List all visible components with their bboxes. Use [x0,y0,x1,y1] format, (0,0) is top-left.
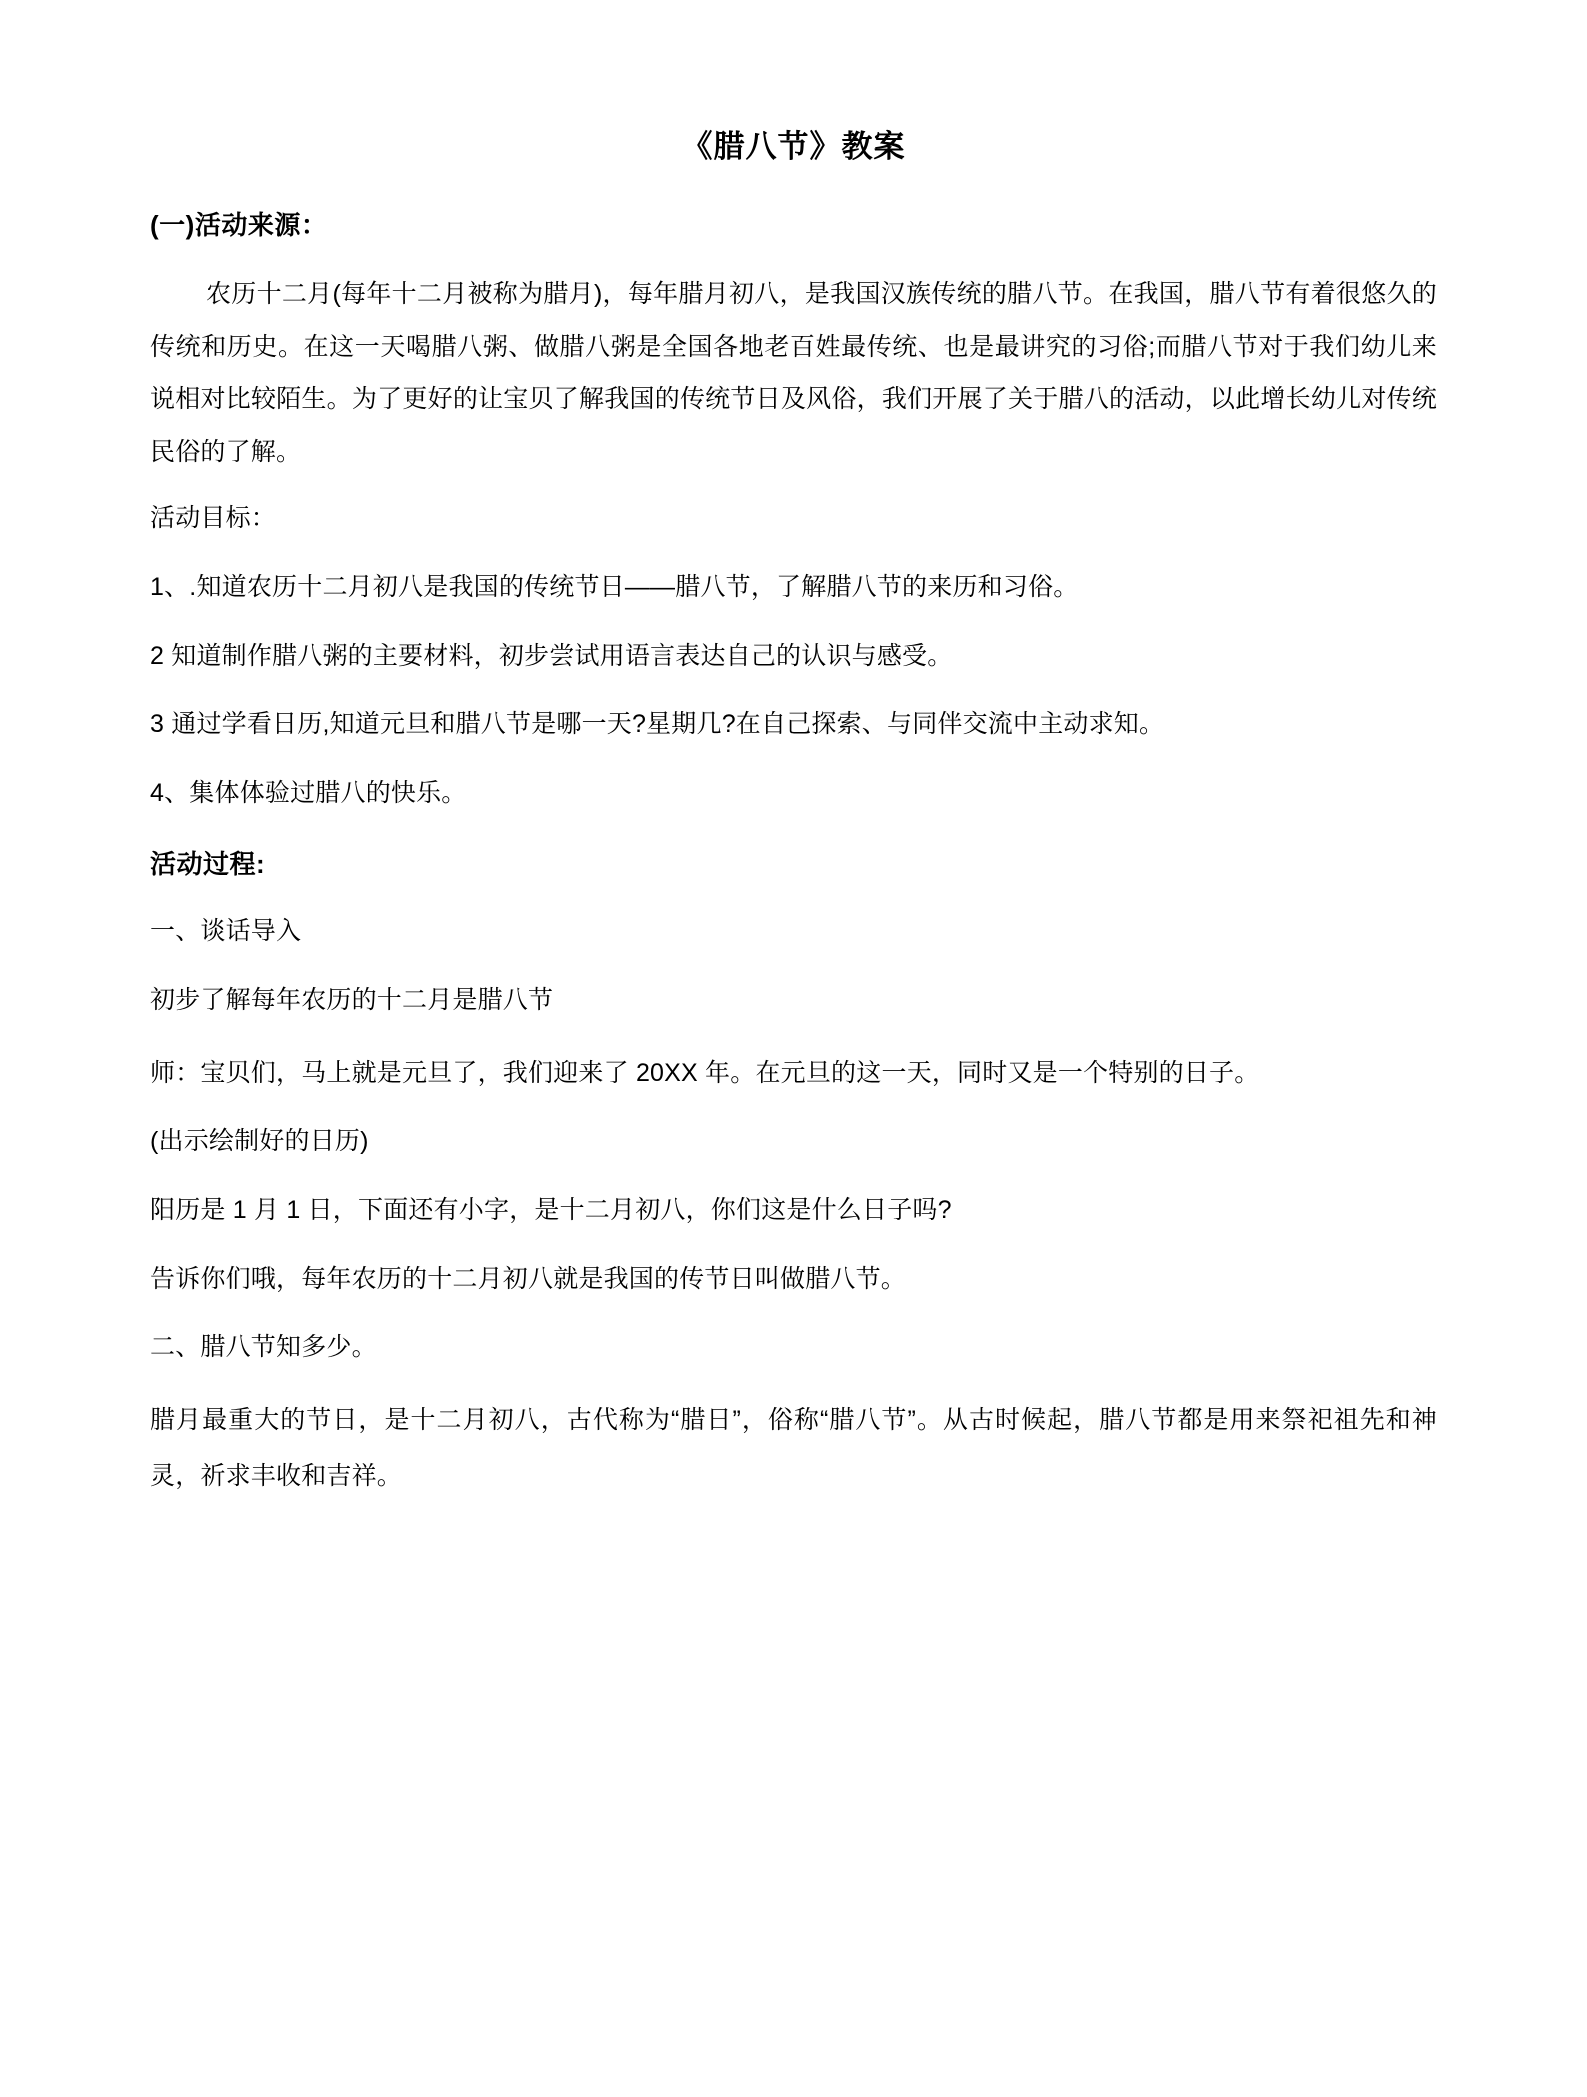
paragraph-solar-date-question: 阳历是 1 月 1 日，下面还有小字，是十二月初八，你们这是什么日子吗? [150,1195,952,1224]
paragraph-step-one-detail: 初步了解每年农历的十二月是腊八节 [150,986,554,1015]
paragraph-teacher-dialogue: 师：宝贝们，马上就是元旦了，我们迎来了 20XX 年。在元旦的这一天，同时又是一个特别的日子。 [150,1058,1260,1087]
section-heading-activity-process: 活动过程: [150,848,266,879]
section-heading-activity-source: (一)活动来源： [150,209,328,240]
paragraph-step-two-title: 二、腊八节知多少。 [150,1333,377,1362]
paragraph-calendar-note: (出示绘制好的日历) [150,1127,369,1156]
page-title: 《腊八节》教案 [681,129,906,164]
paragraph-activity-goals-label: 活动目标： [150,504,277,533]
paragraph-activity-source-body: 农历十二月(每年十二月被称为腊月)，每年腊月初八，是我国汉族传统的腊八节。在我国，腊八节有着很悠久的传统和历史。在这一天喝腊八粥、做腊八粥是全国各地老百姓最传统、也是最讲究的习俗;而腊八节对于我们幼儿来说相对比较陌生。为了更好的让宝贝了解我国的传统节日及风俗，我们开展了关于腊八的活动，以此增长幼儿对传统民俗的了解。 [150,280,1437,466]
paragraph-goal-1: 1、.知道农历十二月初八是我国的传统节日——腊八节，了解腊八节的来历和习俗。 [150,572,1079,601]
paragraph-goal-2: 2 知道制作腊八粥的主要材料，初步尝试用语言表达自己的认识与感受。 [150,641,953,670]
paragraph-step-one-intro: 一、谈话导入 [150,917,302,946]
paragraph-laba-answer: 告诉你们哦，每年农历的十二月初八就是我国的传节日叫做腊八节。 [150,1264,907,1293]
paragraph-laba-history: 腊月最重大的节日，是十二月初八，古代称为“腊日”，俗称“腊八节”。从古时候起，腊八节都是用来祭祀祖先和神灵，祈求丰收和吉祥。 [150,1406,1437,1491]
paragraph-goal-4: 4、集体体验过腊八的快乐。 [150,779,467,808]
paragraph-goal-3: 3 通过学看日历,知道元旦和腊八节是哪一天?星期几?在自己探索、与同伴交流中主动求知。 [150,710,1165,739]
